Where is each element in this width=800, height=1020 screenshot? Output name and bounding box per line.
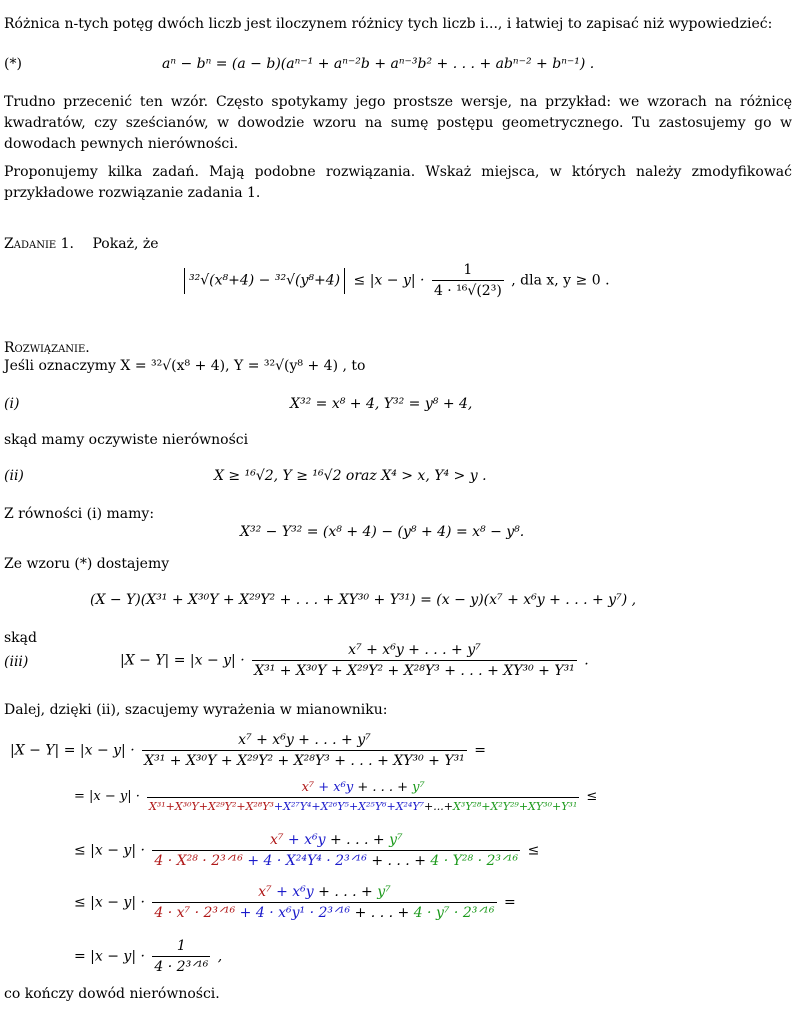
- chain-2-den-mid: +...+: [424, 800, 453, 813]
- chain-2-den-green: X³Y²⁸+X²Y²⁹+XY³⁰+Y³¹: [452, 800, 578, 813]
- chain-4-fraction: [152, 884, 496, 921]
- chain-3-den-blue: + 4 · X²⁴Y⁴ · 2³ᐟ¹⁶: [247, 853, 367, 869]
- chain-step-2: [74, 780, 597, 813]
- chain-5-fraction: [152, 938, 210, 975]
- inequality-denominator: 4 · ¹⁶√(2³): [433, 283, 502, 299]
- task-inequality: [180, 262, 610, 299]
- chain-4-relation: =: [503, 894, 516, 911]
- chain-3-num-red: x⁷: [269, 832, 284, 848]
- solution-line-5: skąd: [4, 630, 37, 646]
- task-heading-row: [4, 236, 159, 252]
- formula-iii-denominator: X³¹ + X³⁰Y + X²⁹Y² + X²⁸Y³ + . . . + XY³⁰ + Y³¹: [254, 663, 575, 679]
- chain-2-num-green: y⁷: [412, 780, 425, 795]
- formula-iii-lhs: |X − Y| = |x − y| ·: [120, 652, 245, 669]
- chain-2-denominator: [147, 798, 579, 813]
- chain-4-lhs: ≤ |x − y| ·: [74, 894, 145, 911]
- formula-tag-star: (*): [4, 56, 22, 72]
- chain-step-5: [74, 938, 222, 975]
- chain-3-fraction: [152, 832, 520, 869]
- chain-4-denominator: [152, 903, 496, 921]
- solution-line-2: skąd mamy oczywiste nierówności: [4, 432, 249, 448]
- chain-3-denominator: [152, 851, 520, 869]
- chain-3-lhs: ≤ |x − y| ·: [74, 842, 145, 859]
- chain-1-fraction: [142, 732, 467, 769]
- chain-1-lhs: |X − Y| = |x − y| ·: [10, 742, 135, 759]
- chain-4-den-mid: + . . . +: [354, 905, 410, 921]
- chain-2-numerator: [147, 780, 579, 798]
- chain-step-3: [74, 832, 539, 869]
- intro-paragraph-1: Różnica n-tych potęg dwóch liczb jest iloczynem różnicy tych liczb i..., i łatwiej to zapisać niż wypowiedzieć:: [4, 16, 773, 32]
- chain-4-num-green: y⁷: [377, 884, 391, 900]
- chain-2-den-blue: +X²⁷Y⁴+X²⁶Y⁵+X²⁵Y⁶+X²⁴Y⁷: [273, 800, 425, 813]
- inequality-lhs: ³²√(x⁸+4) − ³²√(y⁸+4): [189, 272, 341, 289]
- chain-2-relation: ≤: [586, 789, 598, 804]
- formula-iii: [120, 642, 589, 679]
- chain-5-denominator: 4 · 2³ᐟ¹⁶: [154, 959, 209, 975]
- chain-1-relation: =: [474, 742, 486, 759]
- solution-line-3: Z równości (i) mamy:: [4, 506, 155, 522]
- chain-4-den-red: 4 · x⁷ · 2³ᐟ¹⁶: [154, 905, 236, 921]
- chain-2-lhs: = |x − y| ·: [74, 789, 140, 804]
- formula-difference: X³² − Y³² = (x⁸ + 4) − (y⁸ + 4) = x⁸ − y⁸.: [240, 524, 525, 540]
- solution-line-6: Dalej, dzięki (ii), szacujemy wyrażenia w mianowniku:: [4, 702, 388, 718]
- formula-i: X³² = x⁸ + 4, Y³² = y⁸ + 4,: [290, 396, 473, 412]
- chain-3-den-green: 4 · Y²⁸ · 2³ᐟ¹⁶: [430, 853, 519, 869]
- chain-2-num-red: x⁷: [301, 780, 315, 795]
- solution-line-1: Jeśli oznaczymy X = ³²√(x⁸ + 4), Y = ³²√(y⁸ + 4) , to: [4, 358, 366, 374]
- solution-line-4: Ze wzoru (*) dostajemy: [4, 556, 170, 572]
- chain-4-den-blue: + 4 · x⁶y¹ · 2³ᐟ¹⁶: [239, 905, 351, 921]
- chain-3-relation: ≤: [527, 842, 540, 859]
- formula-tag-ii: (ii): [4, 468, 24, 484]
- chain-4-den-green: 4 · y⁷ · 2³ᐟ¹⁶: [413, 905, 495, 921]
- chain-3-den-red: 4 · X²⁸ · 2³ᐟ¹⁶: [154, 853, 243, 869]
- solution-heading: Rozwiązanie.: [4, 340, 90, 356]
- task-prompt: Pokaż, że: [92, 236, 159, 252]
- chain-2-den-red: X³¹+X³⁰Y+X²⁹Y²+X²⁸Y³: [149, 800, 274, 813]
- chain-1-denominator: X³¹ + X³⁰Y + X²⁹Y² + X²⁸Y³ + . . . + XY³⁰ + Y³¹: [144, 753, 465, 769]
- chain-step-4: [74, 884, 516, 921]
- task-heading: Zadanie 1.: [4, 236, 74, 252]
- inequality-numerator: 1: [432, 262, 504, 281]
- chain-3-den-mid: + . . . +: [371, 853, 426, 869]
- formula-factorization: (X − Y)(X³¹ + X³⁰Y + X²⁹Y² + . . . + XY³⁰ + Y³¹) = (x − y)(x⁷ + x⁶y + . . . + y⁷) ,: [90, 592, 637, 608]
- chain-2-num-mid: + . . . +: [357, 780, 409, 795]
- intro-paragraph-3: Proponujemy kilka zadań. Mają podobne rozwiązania. Wskaż miejsca, w których należy zmodyfikować przykładowe rozwiązanie zadania 1.: [4, 164, 792, 201]
- formula-tag-iii: (iii): [4, 654, 29, 670]
- intro-paragraph-2: Trudno przecenić ten wzór. Często spotykamy jego prostsze wersje, na przykład: we wzorach na różnicę kwadratów, czy sześcianów, w dowodzie wzoru na sumę postępu geometrycznego. Tu zastosujemy go w dowodach pewnych nierówności.: [4, 94, 792, 152]
- chain-2-num-blue: + x⁶y: [318, 780, 354, 795]
- formula-iii-fraction: [252, 642, 577, 679]
- formula-iii-tail: .: [584, 652, 589, 669]
- chain-5-lhs: = |x − y| ·: [74, 948, 145, 965]
- inequality-relation: ≤ |x − y| ·: [353, 272, 425, 289]
- chain-3-num-green: y⁷: [389, 832, 403, 848]
- closing-line: co kończy dowód nierówności.: [4, 986, 220, 1002]
- formula-star: aⁿ − bⁿ = (a − b)(aⁿ⁻¹ + aⁿ⁻²b + aⁿ⁻³b² + . . . + abⁿ⁻² + bⁿ⁻¹) .: [162, 56, 595, 72]
- chain-3-num-mid: + . . . +: [329, 832, 385, 848]
- chain-4-numerator: [152, 884, 496, 903]
- inequality-condition: , dla x, y ≥ 0 .: [511, 272, 610, 289]
- chain-1-numerator: x⁷ + x⁶y + . . . + y⁷: [142, 732, 467, 751]
- chain-5-relation: ,: [217, 948, 223, 965]
- formula-tag-i: (i): [4, 396, 20, 412]
- chain-4-num-mid: + . . . +: [318, 884, 373, 900]
- chain-2-fraction: [147, 780, 579, 813]
- chain-3-numerator: [152, 832, 520, 851]
- chain-4-num-red: x⁷: [258, 884, 272, 900]
- formula-ii: X ≥ ¹⁶√2, Y ≥ ¹⁶√2 oraz X⁴ > x, Y⁴ > y .: [214, 468, 487, 484]
- chain-3-num-blue: + x⁶y: [287, 832, 326, 848]
- inequality-fraction: [432, 262, 504, 299]
- formula-iii-numerator: x⁷ + x⁶y + . . . + y⁷: [252, 642, 577, 661]
- chain-5-numerator: 1: [152, 938, 210, 957]
- chain-4-num-blue: + x⁶y: [276, 884, 314, 900]
- chain-step-1: [10, 732, 486, 769]
